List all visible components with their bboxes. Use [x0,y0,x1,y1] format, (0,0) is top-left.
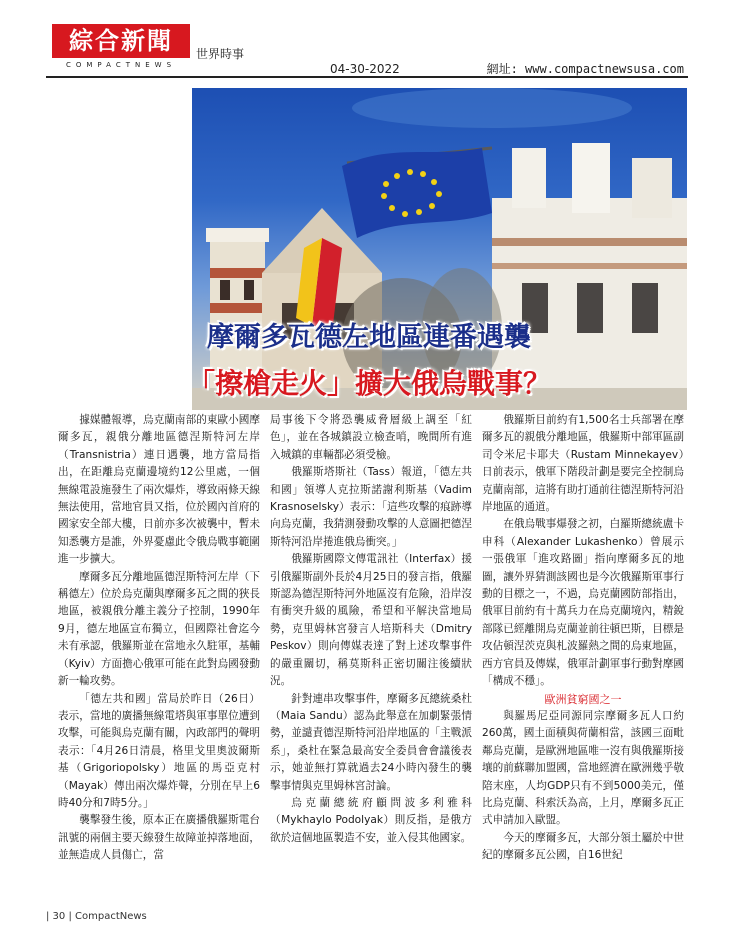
paragraph: 俄羅斯塔斯社（Tass）報道，「德左共和國」領導人克拉斯諾謝利斯基（Vadim Krasnoselsky）表示：「這些攻擊的痕跡導向烏克蘭，我猜測發動攻擊的人意圖把德涅斯特河沿岸捲進俄烏衝突。」 [270,466,472,548]
paragraph: 俄羅斯目前約有1,500名士兵部署在摩爾多瓦的親俄分離地區，俄羅斯中部軍區副司令米尼卡耶夫（Rustam Minnekayev）日前表示，俄軍下階段計劃是要完全控制烏克蘭南部，這將有助打通前往德涅斯特河沿岸地區的通道。 [482,414,684,514]
article-column-1 [58,412,260,865]
masthead-title: 綜合新聞 [69,26,173,55]
issue-date: 04-30-2022 [330,62,400,76]
header-rule [46,76,688,78]
section-subheading: 歐洲貧窮國之一 [544,692,622,706]
paragraph: 俄羅斯國際文傳電訊社（Interfax）援引俄羅斯副外長於4月25日的發言指，俄羅斯認為德涅斯特河外地區沒有危險，沿岸沒有衝突升級的風險，希望和平解決當地局勢，克里姆林宮發言人培斯科夫（Dmitry Peskov）則向傳媒表達了對上述攻擊事件的嚴重關切，稱莫斯科正密切關注後續狀況。 [270,553,472,688]
headline-line-2: 「擦槍走火」擴大俄烏戰事？ [186,367,551,400]
article-column-3 [482,412,684,865]
paragraph: 襲擊發生後，原本正在廣播俄羅斯電台訊號的兩個主要天線發生故障並掉落地面，並無造成人員傷亡，當 [58,814,260,862]
paragraph: 在俄烏戰事爆發之初，白羅斯總統盧卡申科（Alexander Lukashenko）曾展示一張俄軍「進攻路圖」指向摩爾多瓦的地圖，讓外界猜測該國也是今次俄羅斯軍事行動的目標之一，不過，烏克蘭國防部指出，俄軍目前約有十萬兵力在烏克蘭境內，精銳部隊已經離開烏克蘭並前往頓巴斯，目標是攻佔頓涅茨克與札波羅熱之間的烏東地區，西方官員及傳媒，俄軍計劃軍事行動對摩國「構成不穩」。 [482,518,684,688]
paragraph: 「德左共和國」當局於昨日（26日）表示，當地的廣播無線電塔與軍事單位遭到攻擊，可能與烏克蘭有關，內政部門的聲明表示：「4月26日清晨，格里戈里奧波爾斯基（Grigoriopolsky）地區的馬亞克村（Mayak）傳出兩次爆炸聲，分別在早上6時40分和7時5分。」 [58,692,260,809]
paragraph: 據媒體報導，烏克蘭南部的東歐小國摩爾多瓦，親俄分離地區德涅斯特河左岸（Transnistria）連日遇襲，地方當局指出，在距離烏克蘭邊境約12公里處，一個無線電設施發生了兩次爆炸，導致兩條天線無法使用，當地官員又指，位於國內首府的國家安全部大樓，日前亦多次被襲中，暫未知悉襲方是誰，外界憂慮此令俄烏戰事範圍進一步擴大。 [58,414,260,566]
paragraph: 烏克蘭總統府顧問波多利雅科（Mykhaylo Podolyak）則反指，是俄方欲於這個地區製造不安，並入侵其他國家。 [270,796,472,844]
paragraph: 與羅馬尼亞同源同宗摩爾多瓦人口約260萬，國土面積與荷蘭相當，該國三面毗鄰烏克蘭，是歐洲地區唯一沒有與俄羅斯接壤的前蘇聯加盟國，當地經濟在歐洲幾乎敬陪末座，人均GDP只有不到5000美元，僅比烏克蘭、科索沃為高，上月，摩爾多瓦正式申請加入歐盟。 [482,709,684,827]
paragraph: 局事後下令將恐襲威脅層級上調至「紅色」，並在各城鎮設立檢查哨，晚間所有進入城鎮的車輛都必須受檢。 [270,414,472,461]
masthead-subtitle: COMPACTNEWS [65,61,177,69]
page-footer: | 30 | CompactNews [46,911,147,922]
headline-line-1: 摩爾多瓦德左地區連番遇襲 [207,322,531,353]
section-label: 世界時事 [196,47,245,61]
paragraph: 今天的摩爾多瓦，大部分領土屬於中世紀的摩爾多瓦公國，自16世紀 [482,831,684,862]
paragraph: 針對連串攻擊事件，摩爾多瓦總統桑杜（Maia Sandu）認為此舉意在加劇緊張情勢，並譴責德涅斯特河沿岸地區的「主戰派系」，桑杜在緊急最高安全委員會會議後表示，她並無打算就過去24小時內發生的襲擊事情與克里姆林宮討論。 [270,692,472,792]
masthead-logo [52,24,190,58]
website-url: 網址: www.compactnewsusa.com [486,62,684,76]
paragraph: 摩爾多瓦分離地區德涅斯特河左岸（下稱德左）位於烏克蘭與摩爾多瓦之間的狹長地區，被親俄分離主義分子控制，1990年9月，德左地區宣布獨立，但國際社會迄今未有承認，俄羅斯並在當地永久駐軍，基輔（Kyiv）方面擔心俄軍可能在此對烏國發動新一輪攻勢。 [58,570,260,688]
article-column-2 [270,412,472,847]
